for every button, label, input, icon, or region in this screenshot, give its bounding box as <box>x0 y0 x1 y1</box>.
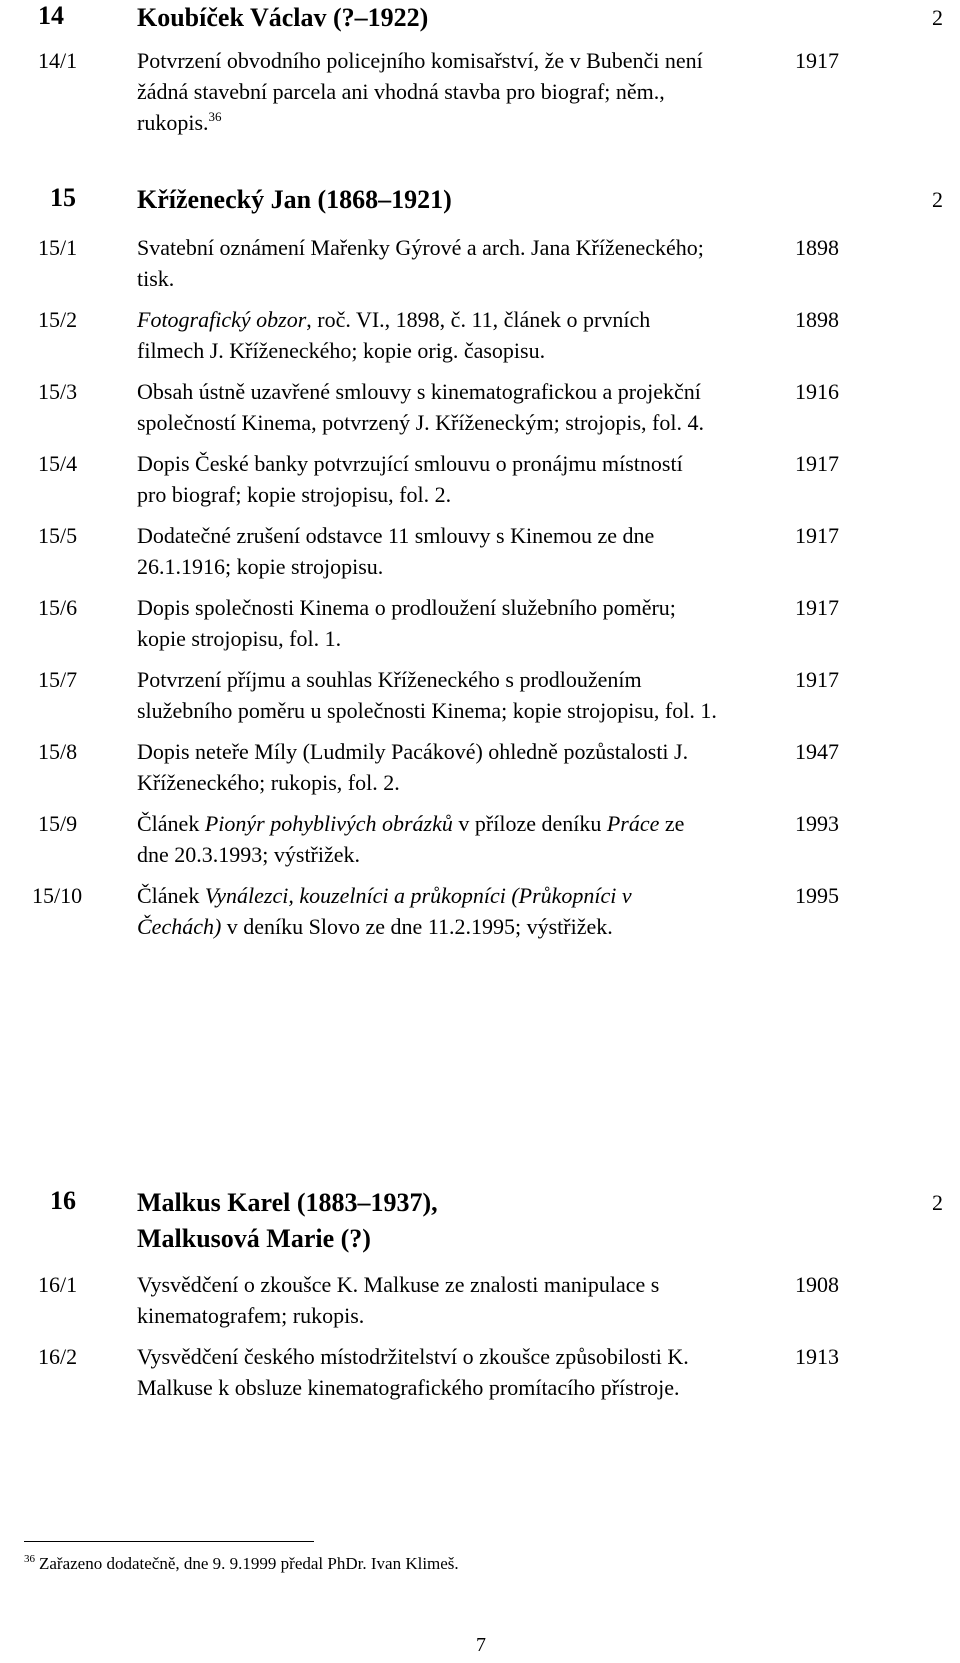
item-text <box>137 1341 717 1403</box>
item-id: 15/10 <box>32 883 83 908</box>
article-title: Vynálezci, kouzelníci a průkopníci (Průkopníci v Čechách) <box>137 883 632 939</box>
item-15-1 <box>0 232 960 294</box>
item-15-9 <box>0 808 960 870</box>
section-header <box>0 1185 960 1259</box>
item-text-part: v deníku Slovo ze dne 11.2.1995; výstřižek. <box>221 914 613 939</box>
section-14 <box>0 0 960 138</box>
item-year: 1917 <box>795 595 839 620</box>
item-id: 15/1 <box>38 235 78 260</box>
section-title <box>137 182 452 218</box>
item-text <box>137 520 717 582</box>
item-15-4 <box>0 448 960 510</box>
item-text-part: ze dne 20.3.1993; výstřižek. <box>137 811 685 867</box>
item-text-part: Dopis společnosti Kinema o prodloužení služebního poměru; kopie strojopisu, fol. 1. <box>137 595 676 651</box>
item-id: 15/6 <box>38 595 78 620</box>
item-15-6 <box>0 592 960 654</box>
item-text-part: Vysvědčení českého místodržitelství o zkoušce způsobilosti K. Malkuse k obsluze kinematografického promítacího přístroje. <box>137 1344 689 1400</box>
section-header <box>0 0 960 36</box>
section-title <box>137 0 428 36</box>
article-title: Pionýr pohyblivých obrázků <box>204 811 453 836</box>
item-15-7 <box>0 664 960 726</box>
footnote-reference[interactable]: 36 <box>208 109 222 124</box>
section-title-line: Koubíček Václav (?–1922) <box>137 3 429 32</box>
item-text-part: Svatební oznámení Mařenky Gýrové a arch. Jana Kříženeckého; tisk. <box>137 235 704 291</box>
item-15-8 <box>0 736 960 798</box>
section-number: 16 <box>50 1186 76 1215</box>
item-text <box>137 880 717 942</box>
item-text-part: Vysvědčení o zkoušce K. Malkuse ze znalosti manipulace s kinematografem; rukopis. <box>137 1272 660 1328</box>
item-text <box>137 45 717 138</box>
footnote-number: 36 <box>24 1553 35 1565</box>
item-text-part: , roč. VI., 1898, č. 11, článek o prvních filmech J. Kříženeckého; kopie orig. časopisu. <box>137 307 651 363</box>
item-text-part: Dopis České banky potvrzující smlouvu o pronájmu místností pro biograf; kopie strojopisu, fol. 2. <box>137 451 683 507</box>
item-year: 1917 <box>795 667 839 692</box>
item-id: 15/2 <box>38 307 78 332</box>
section-number: 15 <box>50 183 76 212</box>
item-text-part: Článek <box>137 883 205 908</box>
item-year: 1898 <box>795 307 839 332</box>
item-text-part: Článek <box>137 811 205 836</box>
item-id: 15/5 <box>38 523 78 548</box>
footnote <box>24 1552 459 1576</box>
item-year: 1995 <box>795 883 839 908</box>
section-header <box>0 182 960 218</box>
item-id: 15/3 <box>38 379 78 404</box>
item-year: 1913 <box>795 1344 839 1369</box>
item-id: 15/9 <box>38 811 78 836</box>
section-title-line: Malkus Karel (1883–1937), <box>137 1188 438 1217</box>
footnote-divider <box>24 1541 314 1542</box>
item-15-2 <box>0 304 960 366</box>
item-16-1 <box>0 1269 960 1331</box>
item-text-part: Potvrzení příjmu a souhlas Kříženeckého s prodloužením služebního poměru u společnosti Kinema; kopie strojopisu, fol. 1. <box>137 667 717 723</box>
section-count: 2 <box>932 5 943 30</box>
item-16-2 <box>0 1341 960 1403</box>
item-text <box>137 304 717 366</box>
item-year: 1908 <box>795 1272 839 1297</box>
page-number: 7 <box>476 1634 486 1656</box>
section-number: 14 <box>38 1 64 30</box>
item-text-part: Potvrzení obvodního policejního komisařství, že v Bubenči není žádná stavební parcela ani vhodná stavba pro biograf; něm., rukopis. <box>137 48 703 135</box>
item-year: 1917 <box>795 451 839 476</box>
section-title-line: Malkusová Marie (?) <box>137 1224 371 1253</box>
item-15-10 <box>0 880 960 942</box>
item-text-part: Dopis neteře Míly (Ludmily Pacákové) ohledně pozůstalosti J. Kříženeckého; rukopis, fol. 2. <box>137 739 689 795</box>
item-year: 1917 <box>795 523 839 548</box>
item-text <box>137 448 717 510</box>
item-text <box>137 736 717 798</box>
periodical-title: Fotografický obzor <box>137 307 307 332</box>
item-year: 1917 <box>795 48 839 73</box>
item-id: 16/1 <box>38 1272 78 1297</box>
item-year: 1993 <box>795 811 839 836</box>
item-id: 15/7 <box>38 667 78 692</box>
section-count: 2 <box>932 187 943 212</box>
item-year: 1947 <box>795 739 839 764</box>
footnote-text: Zařazeno dodatečně, dne 9. 9.1999 předal PhDr. Ivan Klimeš. <box>39 1554 459 1573</box>
section-16 <box>0 1185 960 1403</box>
item-text <box>137 232 717 294</box>
item-15-3 <box>0 376 960 438</box>
section-title-line: Kříženecký Jan (1868–1921) <box>137 185 452 214</box>
item-text-part: Obsah ústně uzavřené smlouvy s kinematografickou a projekční společností Kinema, potvrzený J. Kříženeckým; strojopis, fol. 4. <box>137 379 704 435</box>
section-15 <box>0 182 960 942</box>
item-text-part: v příloze deníku <box>452 811 607 836</box>
item-text <box>137 1269 717 1331</box>
item-15-5 <box>0 520 960 582</box>
periodical-title: Práce <box>606 811 660 836</box>
section-count: 2 <box>932 1190 943 1215</box>
item-id: 15/8 <box>38 739 78 764</box>
item-id: 16/2 <box>38 1344 78 1369</box>
item-14-1 <box>0 45 960 138</box>
item-text-part: Dodatečné zrušení odstavce 11 smlouvy s Kinemou ze dne 26.1.1916; kopie strojopisu. <box>137 523 655 579</box>
item-text <box>137 664 717 726</box>
item-id: 14/1 <box>38 48 78 73</box>
item-year: 1916 <box>795 379 839 404</box>
item-text <box>137 376 717 438</box>
item-text <box>137 592 717 654</box>
section-title <box>137 1185 438 1257</box>
item-year: 1898 <box>795 235 839 260</box>
item-id: 15/4 <box>38 451 78 476</box>
item-text <box>137 808 717 870</box>
